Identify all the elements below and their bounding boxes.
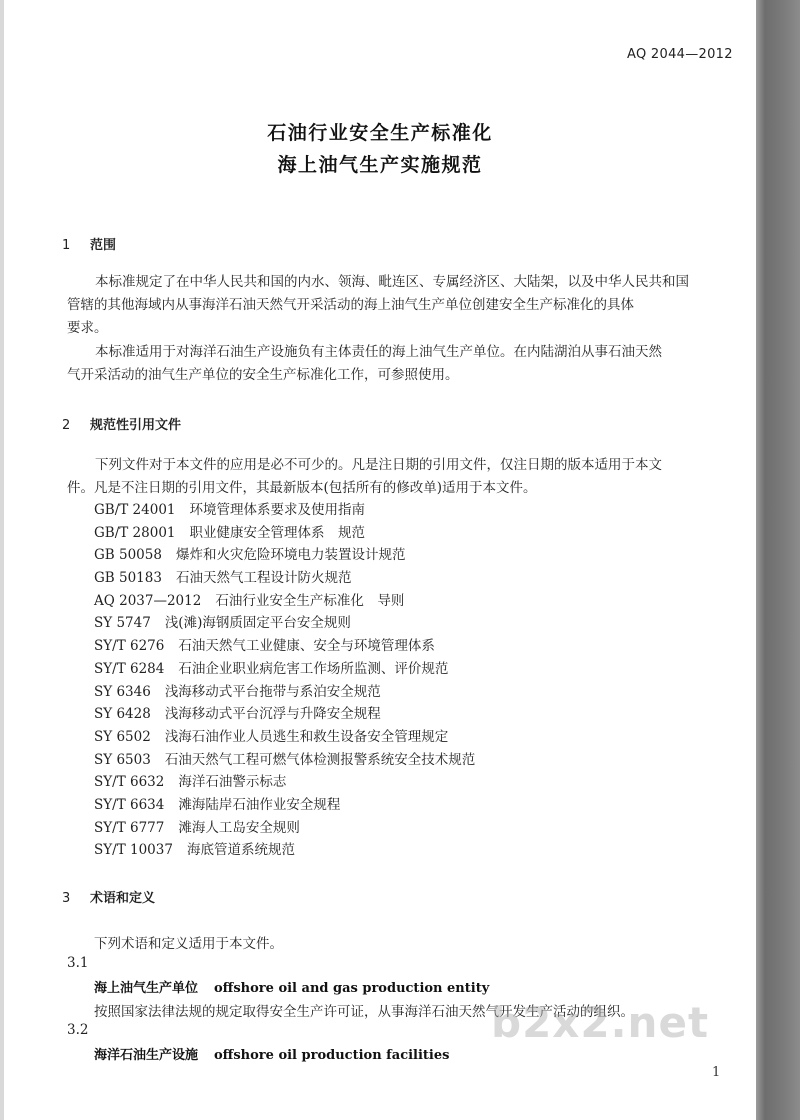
term-english: offshore oil and gas production entity	[214, 981, 490, 996]
reference-item	[94, 794, 475, 817]
document-page	[4, 0, 756, 1120]
normative-references-list	[94, 499, 475, 862]
text-line: 本标准规定了在中华人民共和国的内水、领海、毗连区、专属经济区、大陆架，以及中华人民共和国	[95, 274, 689, 290]
section-3-intro: 下列术语和定义适用于本文件。	[94, 936, 283, 952]
reference-title: 石油天然气工程可燃气体检测报警系统安全技术规范	[164, 751, 476, 768]
text-line: 本标准适用于对海洋石油生产设施负有主体责任的海上油气生产单位。在内陆湖泊从事石油天然	[95, 344, 662, 360]
reference-item	[94, 635, 475, 658]
standard-code: AQ 2044—2012	[627, 47, 733, 62]
reference-title: 爆炸和火灾危险环境电力装置设计规范	[175, 547, 406, 564]
reference-code: GB/T 28001	[94, 524, 176, 541]
reference-title: 石油行业安全生产标准化 导则	[215, 592, 405, 609]
text-line: 气开采活动的油气生产单位的安全生产标准化工作，可参照使用。	[67, 367, 459, 383]
reference-title: 浅海移动式平台沉浮与升降安全规程	[164, 706, 381, 723]
reference-title: 浅海石油作业人员逃生和救生设备安全管理规定	[164, 728, 449, 745]
reference-title: 海底管道系统规范	[186, 842, 295, 859]
reference-code: GB/T 24001	[94, 502, 176, 518]
reference-title: 海洋石油警示标志	[178, 774, 287, 791]
text-line: 管辖的其他海域内从事海洋石油天然气开采活动的海上油气生产单位创建安全生产标准化的具体	[67, 297, 634, 313]
reference-item	[94, 544, 475, 567]
reference-title: 石油天然气工业健康、安全与环境管理体系	[178, 638, 435, 655]
reference-item	[94, 749, 475, 772]
reference-item	[94, 703, 475, 726]
section-title: 术语和定义	[90, 891, 156, 906]
page-right-shadow	[756, 0, 800, 1120]
reference-code: SY/T 6276	[94, 638, 165, 655]
reference-code: SY 6346	[94, 683, 151, 700]
section-1-paragraph-1	[67, 271, 740, 340]
section-number: 2	[62, 418, 71, 433]
section-1-heading	[62, 234, 116, 253]
reference-title: 浅海移动式平台拖带与系泊安全规范	[164, 683, 381, 700]
reference-title: 石油企业职业病危害工作场所监测、评价规范	[178, 660, 449, 677]
reference-code: SY/T 6777	[94, 819, 165, 836]
reference-title: 职业健康安全管理体系 规范	[189, 524, 365, 541]
reference-item	[94, 839, 475, 862]
reference-code: GB 50058	[94, 547, 162, 564]
term-number: 3.1	[67, 955, 89, 971]
reference-item	[94, 771, 475, 794]
reference-code: SY 5747	[94, 615, 151, 632]
section-number: 3	[62, 891, 71, 906]
term-number: 3.2	[67, 1022, 89, 1038]
reference-item	[94, 567, 475, 590]
title-line-2: 海上油气生产实施规范	[277, 154, 483, 176]
text-line: 要求。	[67, 320, 108, 336]
reference-code: AQ 2037—2012	[94, 592, 202, 609]
section-title: 规范性引用文件	[90, 418, 182, 433]
section-title: 范围	[90, 238, 117, 253]
reference-item	[94, 499, 475, 522]
reference-code: GB 50183	[94, 570, 162, 587]
reference-item	[94, 658, 475, 681]
reference-title: 浅(滩)海钢质固定平台安全规则	[164, 615, 351, 632]
reference-item	[94, 522, 475, 545]
reference-code: SY/T 6632	[94, 774, 165, 791]
reference-code: SY/T 6634	[94, 796, 165, 813]
term-entry	[94, 977, 489, 996]
term-english: offshore oil production facilities	[214, 1048, 450, 1063]
reference-code: SY 6428	[94, 706, 151, 723]
watermark: b2x2.net	[491, 998, 710, 1047]
text-line: 下列文件对于本文件的应用是必不可少的。凡是注日期的引用文件，仅注日期的版本适用于本文	[95, 457, 662, 473]
reference-item	[94, 590, 475, 613]
reference-item	[94, 726, 475, 749]
term-entry	[94, 1044, 449, 1063]
reference-item	[94, 817, 475, 840]
reference-code: SY 6502	[94, 728, 151, 745]
section-1-paragraph-2	[67, 341, 740, 387]
term-chinese: 海上油气生产单位	[94, 981, 199, 996]
section-3-heading	[62, 887, 155, 906]
reference-item	[94, 681, 475, 704]
text-line: 件。凡是不注日期的引用文件，其最新版本(包括所有的修改单)适用于本文件。	[67, 480, 537, 496]
title-line-1: 石油行业安全生产标准化	[267, 122, 493, 144]
section-2-intro	[67, 454, 740, 500]
section-number: 1	[62, 238, 71, 253]
page-number: 1	[712, 1065, 721, 1080]
reference-title: 石油天然气工程设计防火规范	[175, 570, 352, 587]
reference-title: 滩海陆岸石油作业安全规程	[178, 796, 341, 813]
section-2-heading	[62, 414, 181, 433]
reference-code: SY 6503	[94, 751, 151, 768]
reference-item	[94, 612, 475, 635]
term-chinese: 海洋石油生产设施	[94, 1048, 199, 1063]
reference-code: SY/T 10037	[94, 842, 173, 859]
reference-title: 环境管理体系要求及使用指南	[189, 502, 365, 518]
term-definition: 按照国家法律法规的规定取得安全生产许可证，从事海洋石油天然气开发生产活动的组织。	[94, 1004, 634, 1020]
reference-title: 滩海人工岛安全规则	[178, 819, 300, 836]
reference-code: SY/T 6284	[94, 660, 165, 677]
